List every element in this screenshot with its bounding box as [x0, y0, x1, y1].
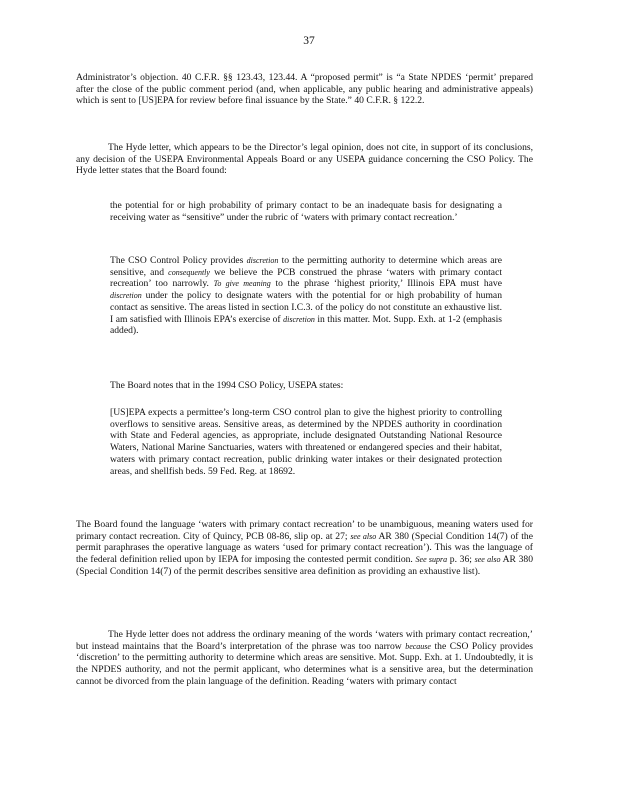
text-segment: to the phrase ‘highest priority,’ Illinois EPA must have: [270, 278, 502, 290]
emphasis-text: discretion: [283, 314, 315, 324]
emphasis-text: See supra: [415, 555, 448, 565]
paragraph-administrator-objection: Administrator’s objection. 40 C.F.R. §§ 123.43, 123.44. A “proposed permit” is “a State NPDES ‘permit’ prepared after the close of the public comment period (and, when applicable, any public hearing and administrative appeals) which is sent to [US]EPA for review before final issuance by the State.” 40 C.F.R. § 122.2.: [76, 72, 533, 107]
emphasis-text: consequently: [168, 267, 210, 277]
emphasis-text: discretion: [246, 256, 279, 265]
emphasis-text: see also: [474, 555, 501, 565]
text-segment: to the permitting authority to determine which areas are sensitive, and: [110, 255, 502, 278]
text-segment: the CSO Policy provides ‘discretion’ to the permitting authority to determine which areas are sensitive. Mot. Supp. Exh. at 1. Undoubtedly, it is the NPDES authority, and not the permit applicant, who determines what is a sensitive area, but the determination cannot be divorced from the plain language of the definition. Reading ‘waters with primary contact: [76, 640, 533, 687]
paragraph-hyde-letter: The Hyde letter, which appears to be the Director’s legal opinion, does not cite, in support of its conclusions, any decision of the USEPA Environmental Appeals Board or any USEPA guidance concerning the CSO Policy. The Hyde letter states that the Board found:: [76, 142, 533, 177]
page-number: 37: [303, 35, 315, 47]
text-segment: The CSO Control Policy provides: [110, 255, 247, 266]
text-segment: The Board found the language ‘waters with primary contact recreation’ to be unambiguous, meaning waters used for primary contact recreation. City of Quincy, PCB 08-86, slip op. at 27;: [76, 519, 533, 542]
emphasis-text: discretion: [110, 291, 142, 301]
text-segment: The Hyde letter does not address the ordinary meaning of the words ‘waters with primary contact recreation,’ but instead maintains that the Board’s interpretation of the phrase was too narrow: [76, 629, 533, 652]
blockquote-cso-control-policy: [110, 255, 502, 337]
paragraph-board-notes: The Board notes that in the 1994 CSO Policy, USEPA states:: [110, 380, 344, 391]
text-segment: under the policy to designate waters with the potential for or high probability of human contact as sensitive. The areas listed in section I.C.3. of the policy do not constitute an exhaustive list. I am satisfied with Illinois EPA’s exercise of: [110, 290, 502, 325]
blockquote-usepa-statement: [US]EPA expects a permittee’s long-term CSO control plan to give the highest priority to controlling overflows to sensitive areas. Sensitive areas, as determined by the NPDES authority in coordination with State and Federal agencies, as appropriate, include designated Outstanding National Resource Waters, National Marine Sanctuaries, waters with threatened or endangered species and their habitat, waters with primary contact recreation, public drinking water intakes or their designated protection areas, and shellfish beds. 59 Fed. Reg. at 18692.: [110, 407, 502, 477]
paragraph-board-found: [76, 519, 533, 578]
text-segment: we believe the PCB construed the phrase ‘waters with primary contact recreation’ too narrowly.: [110, 266, 502, 290]
text-segment: p. 36;: [447, 554, 475, 566]
paragraph-hyde-does-not-address: [76, 629, 533, 688]
text-segment: AR 380 (Special Condition 14(7) of the permit describes sensitive area definition as providing an exhaustive list).: [76, 554, 533, 577]
text-segment: in this matter. Mot. Supp. Exh. at 1-2 (emphasis added).: [110, 313, 503, 337]
emphasis-text: because: [405, 641, 431, 651]
emphasis-text: see also: [350, 531, 377, 541]
text-segment: AR 380 (Special Condition 14(7) of the permit paraphrases the operative language as waters ‘used for primary contact recreation’). This was the language of the federal definition relied upon by IEPA for imposing the contested permit condition.: [76, 530, 533, 566]
emphasis-text: To give meaning: [213, 279, 271, 289]
blockquote-board-finding: the potential for or high probability of primary contact to be an inadequate basis for designating a receiving water as “sensitive” under the rubric of ‘waters with primary contact recreation.’: [110, 200, 502, 223]
